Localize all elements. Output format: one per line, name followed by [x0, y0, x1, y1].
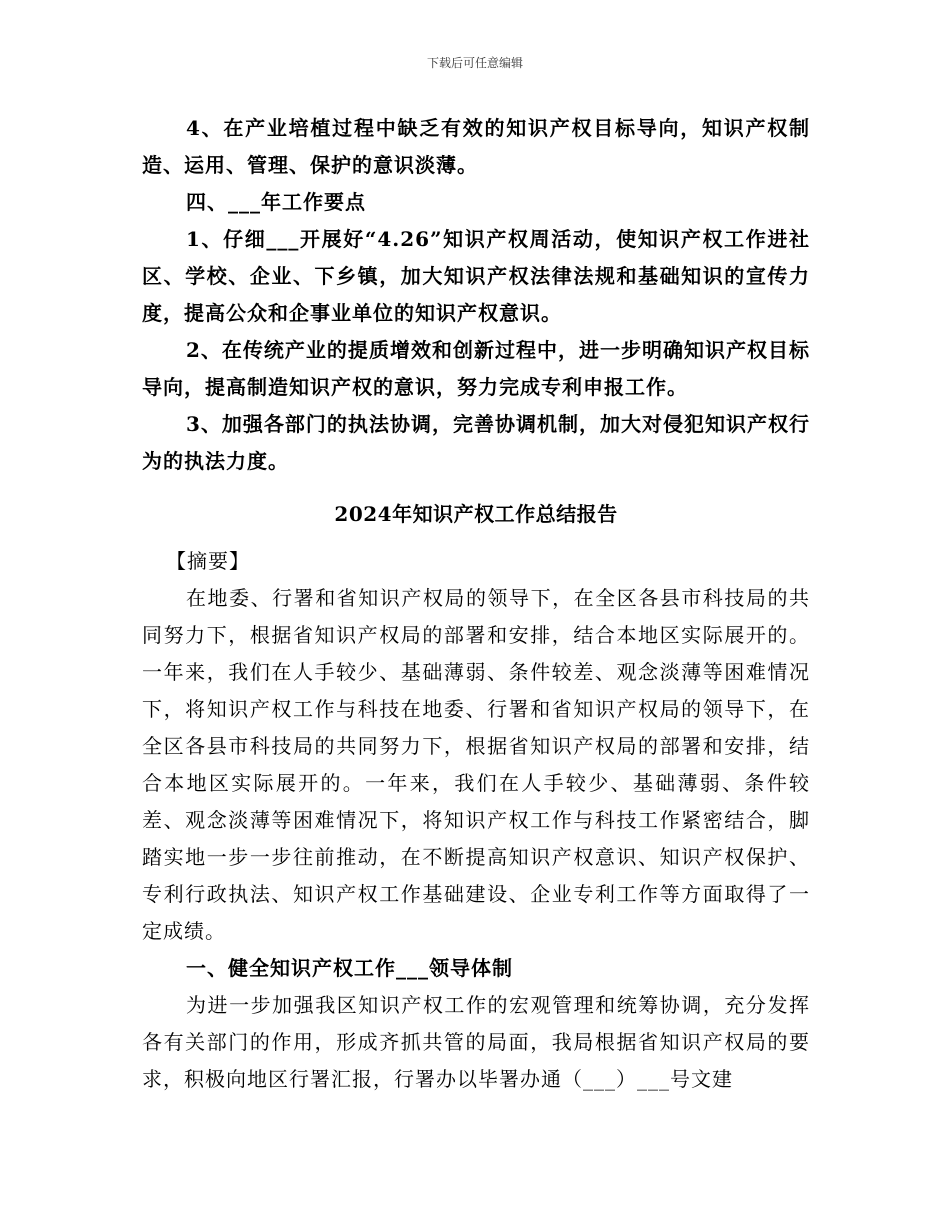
abstract-label: 【摘要】 — [166, 549, 250, 573]
paragraph-work-point-3: 3、加强各部门的执法协调，完善协调机制，加大对侵犯知识产权行为的执法力度。 — [142, 412, 810, 473]
section-1-body: 为进一步加强我区知识产权工作的宏观管理和统筹协调，充分发挥各有关部门的作用，形成齐抓共管的局面，我局根据省知识产权局的要求，积极向地区行署汇报，行署办以毕署办通（___）___号文建 — [142, 993, 810, 1091]
document-body — [142, 110, 810, 1098]
report-title: 2024年知识产权工作总结报告 — [334, 502, 618, 526]
paragraph-work-point-2: 2、在传统产业的提质增效和创新过程中，进一步明确知识产权目标导向，提高制造知识产权的意识，努力完成专利申报工作。 — [142, 338, 810, 399]
abstract-body: 在地委、行署和省知识产权局的领导下，在全区各县市科技局的共同努力下，根据省知识产权局的部署和安排，结合本地区实际展开的。一年来，我们在人手较少、基础薄弱、条件较差、观念淡薄等困难情况下，将知识产权工作与科技在地委、行署和省知识产权局的领导下，在全区各县市科技局的共同努力下，根据省知识产权局的部署和安排，结合本地区实际展开的。一年来，我们在人手较少、基础薄弱、条件较差、观念淡薄等困难情况下，将知识产权工作与科技工作紧密结合，脚踏实地一步一步往前推动，在不断提高知识产权意识、知识产权保护、专利行政执法、知识产权工作基础建设、企业专利工作等方面取得了一定成绩。 — [142, 586, 810, 943]
section-1-heading: 一、健全知识产权工作___领导体制 — [186, 956, 513, 980]
heading-work-points: 四、___年工作要点 — [186, 190, 366, 214]
paragraph-point-4: 4、在产业培植过程中缺乏有效的知识产权目标导向，知识产权制造、运用、管理、保护的意识淡薄。 — [142, 116, 810, 177]
page-header-note: 下载后可任意编辑 — [426, 56, 523, 70]
paragraph-work-point-1: 1、仔细___开展好“4.26”知识产权周活动，使知识产权工作进社区、学校、企业、下乡镇，加大知识产权法律法规和基础知识的宣传力度，提高公众和企事业单位的知识产权意识。 — [142, 227, 810, 325]
